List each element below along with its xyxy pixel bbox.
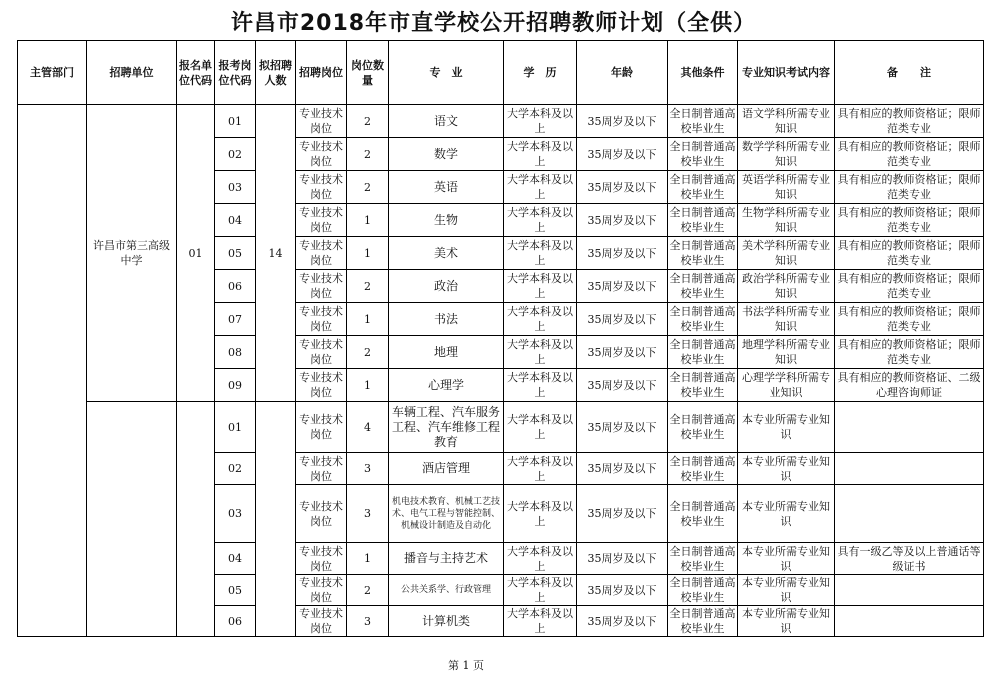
exam-content-cell: 本专业所需专业知识 <box>738 575 835 606</box>
major-cell: 政治 <box>389 270 504 303</box>
age-cell: 35周岁及以下 <box>577 303 668 336</box>
major-cell: 计算机类 <box>389 606 504 637</box>
education-cell: 大学本科及以上 <box>504 270 577 303</box>
header-unit: 招聘单位 <box>87 41 177 105</box>
other-condition-cell: 全日制普通高校毕业生 <box>668 138 738 171</box>
major-cell: 生物 <box>389 204 504 237</box>
other-condition-cell: 全日制普通高校毕业生 <box>668 485 738 543</box>
note-cell: 具有相应的教师资格证、二级心理咨询师证 <box>835 369 984 402</box>
age-cell: 35周岁及以下 <box>577 237 668 270</box>
education-cell: 大学本科及以上 <box>504 543 577 575</box>
post-code-cell: 02 <box>215 138 256 171</box>
age-cell: 35周岁及以下 <box>577 105 668 138</box>
post-code-cell: 03 <box>215 485 256 543</box>
post-count-cell: 2 <box>347 171 389 204</box>
exam-content-cell: 心理学学科所需专业知识 <box>738 369 835 402</box>
post-count-cell: 3 <box>347 606 389 637</box>
post-count-cell: 1 <box>347 369 389 402</box>
post-type-cell: 专业技术岗位 <box>296 336 347 369</box>
note-cell: 具有相应的教师资格证；限师范类专业 <box>835 237 984 270</box>
post-count-cell: 2 <box>347 270 389 303</box>
major-cell: 英语 <box>389 171 504 204</box>
unit-name-cell <box>87 402 177 637</box>
post-count-cell: 1 <box>347 303 389 336</box>
age-cell: 35周岁及以下 <box>577 171 668 204</box>
other-condition-cell: 全日制普通高校毕业生 <box>668 369 738 402</box>
header-plan-count: 拟招聘人数 <box>256 41 296 105</box>
plan-count-cell: 14 <box>256 105 296 402</box>
plan-count-cell <box>256 402 296 637</box>
header-row <box>18 41 984 105</box>
note-cell <box>835 606 984 637</box>
post-type-cell: 专业技术岗位 <box>296 204 347 237</box>
major-cell: 车辆工程、汽车服务工程、汽车维修工程教育 <box>389 402 504 453</box>
post-code-cell: 06 <box>215 606 256 637</box>
education-cell: 大学本科及以上 <box>504 369 577 402</box>
post-code-cell: 07 <box>215 303 256 336</box>
post-type-cell: 专业技术岗位 <box>296 369 347 402</box>
header-unit-code: 报名单位代码 <box>177 41 215 105</box>
table-row <box>18 402 984 453</box>
post-type-cell: 专业技术岗位 <box>296 453 347 485</box>
age-cell: 35周岁及以下 <box>577 575 668 606</box>
dept-cell <box>18 105 87 637</box>
unit-code-cell <box>177 402 215 637</box>
note-cell: 具有相应的教师资格证；限师范类专业 <box>835 270 984 303</box>
major-cell: 酒店管理 <box>389 453 504 485</box>
header-note: 备 注 <box>835 41 984 105</box>
major-cell: 语文 <box>389 105 504 138</box>
post-type-cell: 专业技术岗位 <box>296 171 347 204</box>
recruitment-table <box>17 40 984 637</box>
exam-content-cell: 本专业所需专业知识 <box>738 402 835 453</box>
exam-content-cell: 语文学科所需专业知识 <box>738 105 835 138</box>
post-code-cell: 04 <box>215 543 256 575</box>
note-cell <box>835 453 984 485</box>
post-count-cell: 1 <box>347 543 389 575</box>
education-cell: 大学本科及以上 <box>504 171 577 204</box>
post-code-cell: 03 <box>215 171 256 204</box>
post-count-cell: 1 <box>347 204 389 237</box>
major-cell: 播音与主持艺术 <box>389 543 504 575</box>
post-code-cell: 06 <box>215 270 256 303</box>
exam-content-cell: 书法学科所需专业知识 <box>738 303 835 336</box>
exam-content-cell: 美术学科所需专业知识 <box>738 237 835 270</box>
header-post-code: 报考岗位代码 <box>215 41 256 105</box>
post-count-cell: 2 <box>347 105 389 138</box>
post-count-cell: 1 <box>347 237 389 270</box>
education-cell: 大学本科及以上 <box>504 303 577 336</box>
major-cell: 美术 <box>389 237 504 270</box>
header-post-count: 岗位数量 <box>347 41 389 105</box>
post-code-cell: 04 <box>215 204 256 237</box>
post-code-cell: 05 <box>215 575 256 606</box>
post-code-cell: 05 <box>215 237 256 270</box>
exam-content-cell: 英语学科所需专业知识 <box>738 171 835 204</box>
post-type-cell: 专业技术岗位 <box>296 105 347 138</box>
post-code-cell: 02 <box>215 453 256 485</box>
age-cell: 35周岁及以下 <box>577 204 668 237</box>
major-cell: 心理学 <box>389 369 504 402</box>
post-type-cell: 专业技术岗位 <box>296 402 347 453</box>
note-cell: 具有相应的教师资格证；限师范类专业 <box>835 138 984 171</box>
header-education: 学 历 <box>504 41 577 105</box>
age-cell: 35周岁及以下 <box>577 369 668 402</box>
post-code-cell: 09 <box>215 369 256 402</box>
exam-content-cell: 政治学科所需专业知识 <box>738 270 835 303</box>
post-count-cell: 3 <box>347 453 389 485</box>
post-code-cell: 08 <box>215 336 256 369</box>
exam-content-cell: 地理学科所需专业知识 <box>738 336 835 369</box>
post-code-cell: 01 <box>215 402 256 453</box>
header-age: 年龄 <box>577 41 668 105</box>
other-condition-cell: 全日制普通高校毕业生 <box>668 171 738 204</box>
note-cell: 具有相应的教师资格证；限师范类专业 <box>835 204 984 237</box>
exam-content-cell: 本专业所需专业知识 <box>738 485 835 543</box>
exam-content-cell: 数学学科所需专业知识 <box>738 138 835 171</box>
note-cell <box>835 575 984 606</box>
major-cell: 地理 <box>389 336 504 369</box>
other-condition-cell: 全日制普通高校毕业生 <box>668 204 738 237</box>
note-cell: 具有相应的教师资格证；限师范类专业 <box>835 105 984 138</box>
major-cell: 书法 <box>389 303 504 336</box>
note-cell <box>835 402 984 453</box>
note-cell: 具有相应的教师资格证；限师范类专业 <box>835 171 984 204</box>
education-cell: 大学本科及以上 <box>504 453 577 485</box>
other-condition-cell: 全日制普通高校毕业生 <box>668 105 738 138</box>
post-count-cell: 2 <box>347 336 389 369</box>
other-condition-cell: 全日制普通高校毕业生 <box>669 544 736 573</box>
age-cell: 35周岁及以下 <box>577 138 668 171</box>
other-condition-cell: 全日制普通高校毕业生 <box>668 336 738 369</box>
other-condition-cell: 全日制普通高校毕业生 <box>669 576 736 604</box>
note-cell: 具有相应的教师资格证；限师范类专业 <box>835 303 984 336</box>
other-condition-cell: 全日制普通高校毕业生 <box>668 237 738 270</box>
post-type-cell: 专业技术岗位 <box>296 543 347 575</box>
header-dept: 主管部门 <box>18 41 87 105</box>
major-cell: 数学 <box>389 138 504 171</box>
other-condition-cell: 全日制普通高校毕业生 <box>668 303 738 336</box>
note-cell <box>835 485 984 543</box>
education-cell: 大学本科及以上 <box>504 402 577 453</box>
post-type-cell: 专业技术岗位 <box>296 270 347 303</box>
age-cell: 35周岁及以下 <box>577 402 668 453</box>
post-type-cell: 专业技术岗位 <box>296 485 347 543</box>
post-type-cell: 专业技术岗位 <box>296 575 347 606</box>
age-cell: 35周岁及以下 <box>577 270 668 303</box>
post-code-cell: 01 <box>215 105 256 138</box>
other-condition-cell: 全日制普通高校毕业生 <box>668 270 738 303</box>
post-count-cell: 2 <box>347 138 389 171</box>
exam-content-cell: 本专业所需专业知识 <box>738 606 835 637</box>
education-cell: 大学本科及以上 <box>504 105 577 138</box>
age-cell: 35周岁及以下 <box>577 336 668 369</box>
unit-name-cell: 许昌市第三高级中学 <box>87 105 177 402</box>
note-cell: 具有相应的教师资格证；限师范类专业 <box>835 336 984 369</box>
major-cell: 公共关系学、行政管理 <box>389 575 504 606</box>
table-row <box>18 105 984 138</box>
education-cell: 大学本科及以上 <box>504 485 577 543</box>
exam-content-cell: 生物学科所需专业知识 <box>738 204 835 237</box>
other-condition-cell: 全日制普通高校毕业生 <box>669 454 736 483</box>
education-cell: 大学本科及以上 <box>504 336 577 369</box>
post-count-cell: 4 <box>347 402 389 453</box>
age-cell: 35周岁及以下 <box>577 606 668 637</box>
education-cell: 大学本科及以上 <box>504 606 577 637</box>
header-other: 其他条件 <box>668 41 738 105</box>
unit-code-cell: 01 <box>177 105 215 402</box>
education-cell: 大学本科及以上 <box>504 237 577 270</box>
header-major: 专 业 <box>389 41 504 105</box>
post-type-cell: 专业技术岗位 <box>296 303 347 336</box>
header-exam: 专业知识考试内容 <box>738 41 835 105</box>
post-type-cell: 专业技术岗位 <box>296 138 347 171</box>
age-cell: 35周岁及以下 <box>577 543 668 575</box>
age-cell: 35周岁及以下 <box>577 453 668 485</box>
other-condition-cell: 全日制普通高校毕业生 <box>669 607 736 635</box>
education-cell: 大学本科及以上 <box>504 204 577 237</box>
post-type-cell: 专业技术岗位 <box>296 237 347 270</box>
post-type-cell: 专业技术岗位 <box>296 606 347 637</box>
other-condition-cell: 全日制普通高校毕业生 <box>668 402 738 453</box>
education-cell: 大学本科及以上 <box>504 138 577 171</box>
exam-content-cell: 本专业所需专业知识 <box>738 543 835 575</box>
note-cell: 具有一级乙等及以上普通话等级证书 <box>835 543 984 575</box>
post-count-cell: 3 <box>347 485 389 543</box>
header-post: 招聘岗位 <box>296 41 347 105</box>
page-number: 第 1 页 <box>448 659 484 672</box>
post-count-cell: 2 <box>347 575 389 606</box>
major-cell: 机电技术教育、机械工艺技术、电气工程与智能控制、机械设计制造及自动化 <box>389 485 504 543</box>
exam-content-cell: 本专业所需专业知识 <box>738 453 835 485</box>
page-title: 许昌市2018年市直学校公开招聘教师计划（全供） <box>230 11 757 36</box>
education-cell: 大学本科及以上 <box>504 575 577 606</box>
age-cell: 35周岁及以下 <box>577 485 668 543</box>
